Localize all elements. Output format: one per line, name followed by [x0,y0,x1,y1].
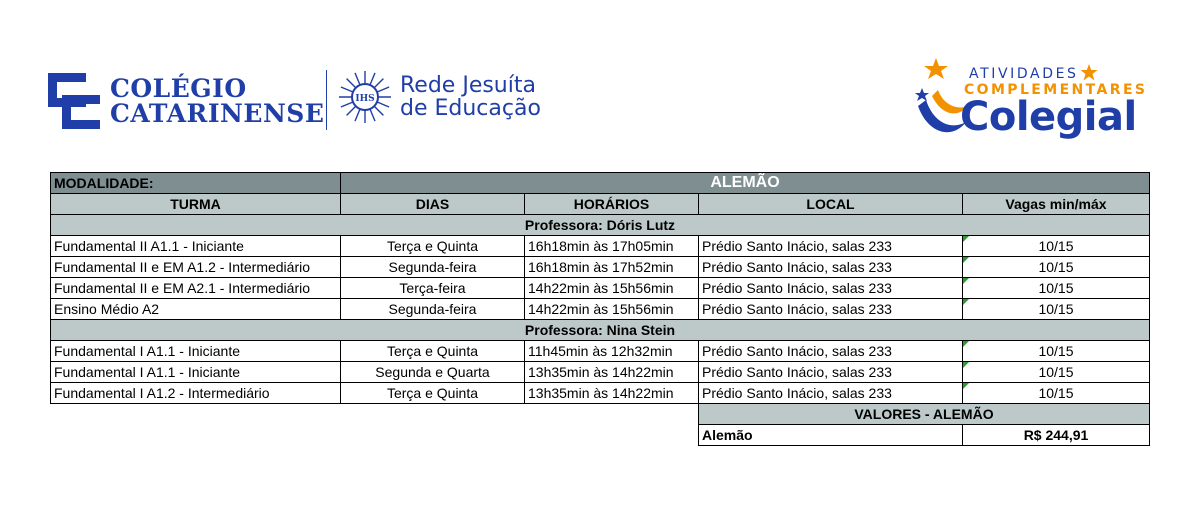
cell-local: Prédio Santo Inácio, salas 233 [699,341,963,362]
teacher-row [51,215,1150,236]
table-row [51,236,1150,257]
table-row [51,299,1150,320]
rede-jesuita-wordmark: Rede Jesuíta de Educação [400,73,541,121]
jesuit-seal-icon [338,70,392,124]
colegio-catarinense-logo [48,72,324,130]
teacher-name: Professora: Dóris Lutz [51,215,1150,236]
cell-vagas: 10/15 [963,383,1150,404]
cell-horarios: 16h18min às 17h05min [525,236,699,257]
cell-local: Prédio Santo Inácio, salas 233 [699,299,963,320]
cell-horarios: 16h18min às 17h52min [525,257,699,278]
column-header-horarios: HORÁRIOS [525,194,699,215]
cell-turma: Fundamental I A1.2 - Intermediário [51,383,341,404]
modalidade-value: ALEMÃO [341,173,1150,194]
column-header-row [51,194,1150,215]
cell-dias: Segunda-feira [341,257,525,278]
valores-title: VALORES - ALEMÃO [699,404,1150,425]
modalidade-label: MODALIDADE: [51,173,341,194]
cell-horarios: 13h35min às 14h22min [525,362,699,383]
cell-local: Prédio Santo Inácio, salas 233 [699,362,963,383]
atividades-label: ATIVIDADES [969,66,1079,82]
cell-horarios: 11h45min às 12h32min [525,341,699,362]
cell-local: Prédio Santo Inácio, salas 233 [699,278,963,299]
cell-horarios: 14h22min às 15h56min [525,278,699,299]
cell-turma: Fundamental II A1.1 - Iniciante [51,236,341,257]
rede-jesuita-logo [338,70,541,124]
cell-turma: Fundamental II e EM A2.1 - Intermediário [51,278,341,299]
table-row [51,362,1150,383]
cell-turma: Fundamental I A1.1 - Iniciante [51,341,341,362]
cell-dias: Segunda e Quarta [341,362,525,383]
teacher-name: Professora: Nina Stein [51,320,1150,341]
table-row [51,341,1150,362]
cell-turma: Fundamental I A1.1 - Iniciante [51,362,341,383]
cell-vagas: 10/15 [963,341,1150,362]
cell-vagas: 10/15 [963,362,1150,383]
cell-vagas: 10/15 [963,278,1150,299]
teacher-row [51,320,1150,341]
cell-vagas: 10/15 [963,257,1150,278]
cell-local: Prédio Santo Inácio, salas 233 [699,236,963,257]
valores-label: Alemão [699,425,963,446]
valores-header-row [51,404,1150,425]
cell-horarios: 14h22min às 15h56min [525,299,699,320]
schedule-table [50,172,1150,446]
table-row [51,278,1150,299]
colegial-label: Colegial [960,94,1137,140]
complementares-label: COMPLEMENTARES [964,82,1148,98]
column-header-dias: DIAS [341,194,525,215]
column-header-turma: TURMA [51,194,341,215]
modalidade-row [51,173,1150,194]
atividades-colegial-logo [914,56,1154,146]
logo-divider [326,70,327,130]
cell-dias: Terça e Quinta [341,383,525,404]
colegio-catarinense-wordmark: COLÉGIO CATARINENSE [110,74,325,128]
svg-text:IHS: IHS [355,94,375,104]
cell-turma: Ensino Médio A2 [51,299,341,320]
small-star-icon [1080,64,1098,82]
column-header-local: LOCAL [699,194,963,215]
table-row [51,257,1150,278]
valores-row [51,425,1150,446]
cell-dias: Terça e Quinta [341,341,525,362]
column-header-vagas: Vagas min/máx [963,194,1150,215]
cell-horarios: 13h35min às 14h22min [525,383,699,404]
cell-vagas: 10/15 [963,236,1150,257]
table-row [51,383,1150,404]
valores-price: R$ 244,91 [963,425,1150,446]
cell-dias: Terça e Quinta [341,236,525,257]
cell-turma: Fundamental II e EM A1.2 - Intermediário [51,257,341,278]
cc-logo-mark-icon [48,73,106,129]
cell-local: Prédio Santo Inácio, salas 233 [699,257,963,278]
cell-dias: Segunda-feira [341,299,525,320]
cell-dias: Terça-feira [341,278,525,299]
cell-vagas: 10/15 [963,299,1150,320]
cell-local: Prédio Santo Inácio, salas 233 [699,383,963,404]
